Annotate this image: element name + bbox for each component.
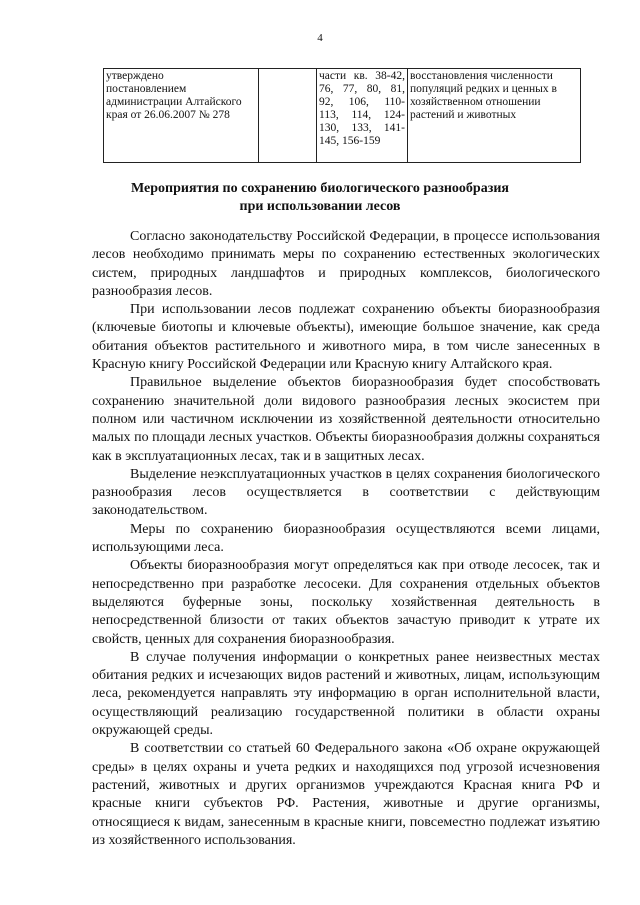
parts-line: 130, 133, 141- xyxy=(319,122,405,134)
paragraph: При использовании лесов подлежат сохранению объекты биоразнообразия (ключевые биотопы и ключевые объекты), имеющие большое значение, как среда обитания объектов растительного и животного мира, в том числе занесенных в Красную книгу Российской Федерации или Красную книгу Алтайского края. xyxy=(92,302,600,373)
parts-line: 145, 156-159 xyxy=(319,135,381,147)
approval-line: администрации Алтайского xyxy=(106,96,242,108)
parts-line: 92, 106, 110- xyxy=(319,96,405,108)
paragraph: Меры по сохранению биоразнообразия осуществляются всеми лицами, использующими леса. xyxy=(92,521,600,556)
purpose-line: хозяйственном отношении xyxy=(410,96,541,108)
page-number: 4 xyxy=(317,32,323,44)
empty-cell xyxy=(259,69,317,163)
table-row xyxy=(104,69,581,163)
paragraph: В соответствии со статьей 60 Федерального закона «Об охране окружающей среды» в целях охраны и учета редких и находящихся под угрозой исчезновения растений, животных и других организмов учреждаются Красная книга РФ и красные книги субъектов РФ. Растения, животные и другие организмы, относящиеся к видам, занесенным в красные книги, повсеместно подлежат изъятию из хозяйственного использования. xyxy=(92,741,600,848)
approval-line: края от 26.06.2007 № 278 xyxy=(106,109,230,121)
purpose-line: популяций редких и ценных в xyxy=(410,83,557,95)
parts-line: части кв. 38-42, xyxy=(319,70,405,82)
paragraph: Объекты биоразнообразия могут определяться как при отводе лесосек, так и непосредственно при разработке лесосеки. Для сохранения отдельных объектов выделяются буферные зоны, поскольку хозяйственная деятельность в непосредственной близости от таких объектов зачастую приводит к утрате их свойств, ценных для сохранения биоразнообразия. xyxy=(92,558,600,647)
paragraph: Выделение неэксплуатационных участков в целях сохранения биологического разнообразия лесов осуществляется в соответствии с действующим законодательством. xyxy=(92,466,600,519)
section-title-line: при использовании лесов xyxy=(239,199,401,214)
approval-line: постановлением xyxy=(106,83,187,95)
parts-line: 113, 114, 124- xyxy=(319,109,405,121)
paragraph: В случае получения информации о конкретных ранее неизвестных местах обитания редких и исчезающих видов растений и животных, лицам, использующим леса, рекомендуется направлять эту информацию в орган исполнительной власти, осуществляющий реализацию государственной политики в области охраны окружающей среды. xyxy=(92,649,600,739)
approval-cell xyxy=(104,69,259,163)
parts-line: 76, 77, 80, 81, xyxy=(319,83,405,95)
quarter-parts-cell xyxy=(317,69,408,163)
purpose-line: восстановления численности xyxy=(410,70,553,82)
paragraph: Правильное выделение объектов биоразнообразия будет способствовать сохранению значительной доли видового разнообразия лесных экосистем при полном или частичном исключении из хозяйственной деятельности относительно малых по площади лесных участков. Объекты биоразнообразия должны сохраняться как в эксплуатационных лесах, так и в защитных лесах. xyxy=(92,375,600,464)
purpose-line: растений и животных xyxy=(410,109,517,121)
continuation-table xyxy=(103,68,581,163)
purpose-cell xyxy=(408,69,581,163)
section-title xyxy=(80,180,560,216)
document-body xyxy=(92,228,600,850)
approval-line: утверждено xyxy=(106,70,164,82)
section-title-line: Мероприятия по сохранению биологического разнообразия xyxy=(131,181,509,196)
paragraph: Согласно законодательству Российской Федерации, в процессе использования лесов необходимо принимать меры по сохранению естественных экологических систем, природных ландшафтов и природных комплексов, биологического разнообразия лесов. xyxy=(92,229,600,299)
